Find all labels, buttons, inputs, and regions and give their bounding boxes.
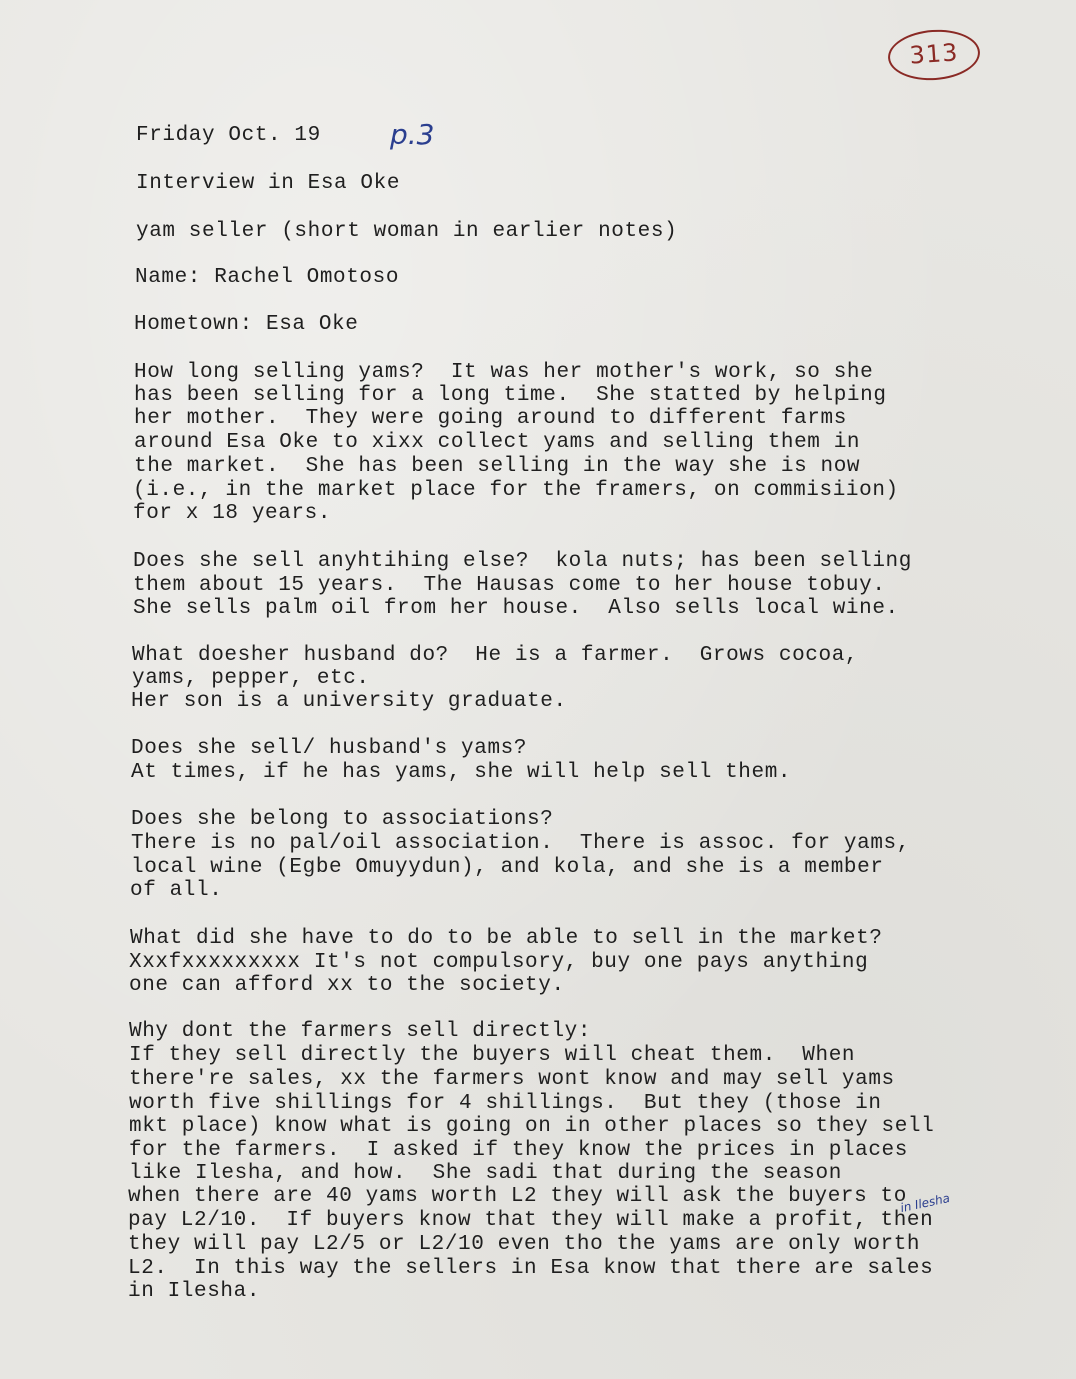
text-line: mkt place) know what is going on in other places so they sell [129, 1115, 935, 1138]
text-line: has been selling for a long time. She statted by helping [134, 384, 887, 407]
text-line: How long selling yams? It was her mother's work, so she [134, 361, 874, 384]
text-line: She sells palm oil from her house. Also sells local wine. [133, 597, 899, 620]
text-line: in Ilesha. [128, 1280, 261, 1303]
text-line: If they sell directly the buyers will cheat them. When [129, 1044, 856, 1067]
text-line: Why dont the farmers sell directly: [129, 1020, 592, 1043]
text-line: when there are 40 yams worth L2 they will ask the buyers to [128, 1185, 907, 1208]
handwritten-page-label: p.3 [390, 118, 435, 151]
handwritten-margin-note: in Ilesha [899, 1190, 952, 1216]
text-line: yams, pepper, etc. [132, 667, 370, 690]
page-number-stamp [886, 27, 981, 83]
text-line: pay L2/10. If buyers know that they will make a profit, then [128, 1209, 934, 1232]
text-line: they will pay L2/5 or L2/10 even tho the yams are only worth [128, 1233, 921, 1256]
text-line: Name: Rachel Omotoso [135, 266, 400, 289]
text-line: What doesher husband do? He is a farmer. Grows cocoa, [132, 644, 859, 667]
text-line: At times, if he has yams, she will help sell them. [131, 761, 792, 784]
text-line: Does she sell anyhtihing else? kola nuts; has been selling [133, 550, 912, 573]
text-line: Does she belong to associations? [131, 808, 554, 831]
text-line: L2. In this way the sellers in Esa know that there are sales [128, 1257, 934, 1280]
text-line: What did she have to do to be able to sell in the market? [130, 927, 883, 950]
text-line: one can afford xx to the society. [129, 974, 565, 997]
text-line: her mother. They were going around to different farms [134, 407, 847, 430]
text-line: local wine (Egbe Omuyydun), and kola, and she is a member [131, 856, 884, 879]
text-line: worth five shillings for 4 shillings. But they (those in [129, 1092, 882, 1115]
page-number: 313 [908, 38, 960, 70]
text-line: around Esa Oke to xixx collect yams and selling them in [134, 431, 861, 454]
text-line: for x 18 years. [133, 502, 332, 525]
text-line: there're sales, xx the farmers wont know and may sell yams [129, 1068, 895, 1091]
text-line: Xxxfxxxxxxxxx It's not compulsory, buy one pays anything [129, 951, 869, 974]
text-line: Interview in Esa Oke [136, 172, 401, 195]
text-line: (i.e., in the market place for the framers, on commisiion) [133, 479, 899, 502]
text-line: Hometown: Esa Oke [134, 313, 359, 336]
text-line: yam seller (short woman in earlier notes) [136, 220, 678, 243]
text-line: for the farmers. I asked if they know the prices in places [129, 1139, 908, 1162]
text-line: them about 15 years. The Hausas come to her house tobuy. [133, 574, 886, 597]
text-line: Does she sell/ husband's yams? [131, 737, 528, 760]
text-line: of all. [130, 879, 223, 902]
text-line: There is no pal/oil association. There is assoc. for yams, [131, 832, 910, 855]
text-line: the market. She has been selling in the way she is now [134, 455, 861, 478]
text-line: Her son is a university graduate. [131, 690, 567, 713]
text-line: Friday Oct. 19 [136, 124, 321, 147]
text-line: like Ilesha, and how. She sadi that during the season [129, 1162, 842, 1185]
